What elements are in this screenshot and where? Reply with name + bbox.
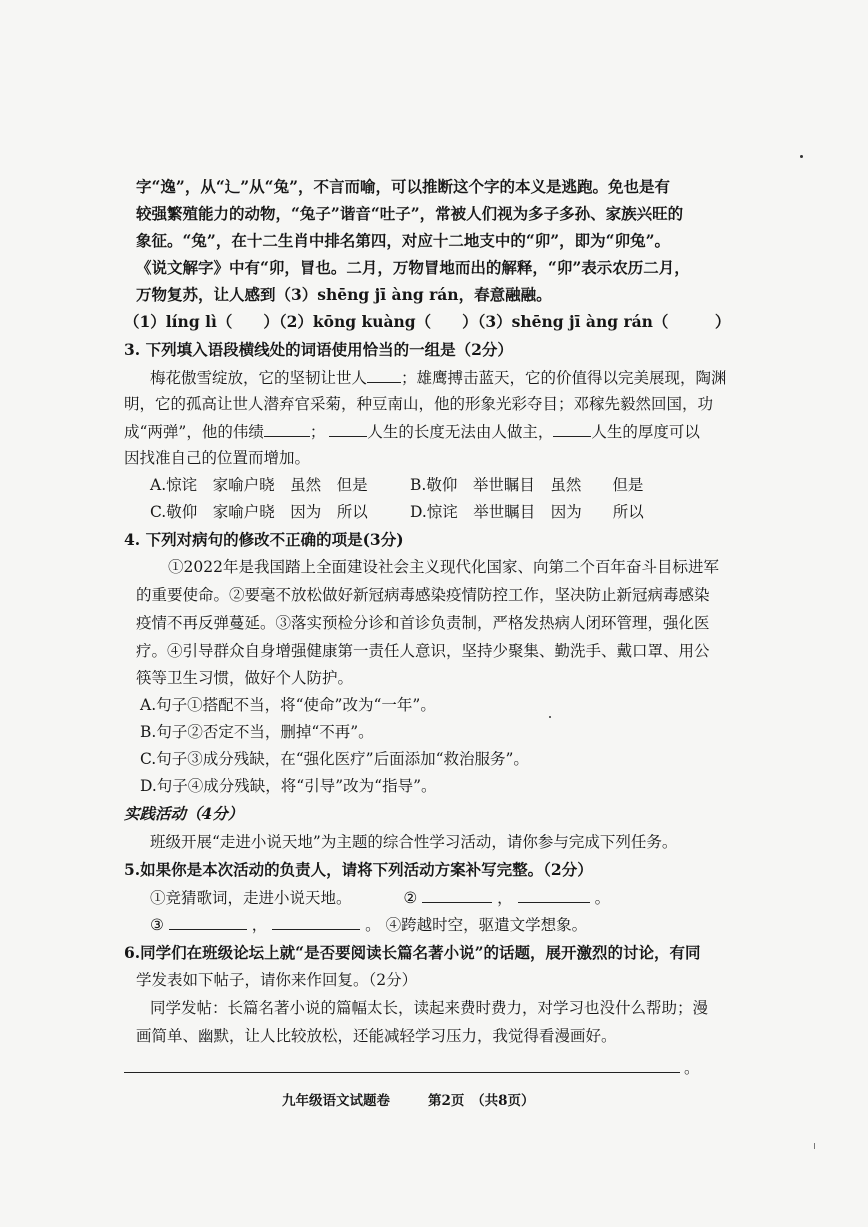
q4-sentence-line-4: 疗。④引导群众自身增强健康第一责任人意识，坚持少聚集、勤洗手、戴口罩、用公 [136, 642, 710, 660]
q3-option-a[interactable]: A.惊诧 家喻户晓 虽然 但是 [150, 476, 368, 494]
q5-period-2: 。 [365, 916, 381, 934]
q3-text-1b: ；雄鹰搏击蓝天，它的价值得以完美展现，陶渊 [401, 369, 727, 387]
q5-comma-1: ， [497, 889, 513, 907]
passage-line-2: 较强繁殖能力的动物，“兔子”谐音“吐子”，常被人们视为多子多孙、家族兴旺的 [136, 204, 684, 223]
scan-speck [800, 155, 803, 158]
q3-text-1a: 梅花傲雪绽放，它的坚韧让世人 [150, 369, 368, 387]
q5-item-1: ①竞猜歌词，走进小说天地。 [150, 889, 352, 907]
q4-sentence-line-3: 疫情不再反弹蔓延。③落实预检分诊和首诊负责制，严格发热病人闭环管理，强化医 [136, 614, 710, 632]
q6-post-line-2: 画简单、幽默，让人比较放松，还能减轻学习压力，我觉得看漫画好。 [136, 1027, 617, 1045]
q5-title: 5.如果你是本次活动的负责人，请将下列活动方案补写完整。（2分） [124, 860, 593, 879]
q4-sentence-line-5: 筷等卫生习惯，做好个人防护。 [136, 669, 354, 687]
q3-option-c[interactable]: C.敬仰 家喻户晓 因为 所以 [150, 503, 368, 521]
scan-speck [549, 716, 551, 718]
passage-line-5: 万物复苏，让人感到（3）shēng jī àng rán，春意融融。 [136, 285, 552, 304]
practice-intro: 班级开展“走进小说天地”为主题的综合性学习活动，请你参与完成下列任务。 [150, 833, 678, 851]
q6-post-line-1: 同学发帖：长篇名著小说的篇幅太长，读起来费时费力，对学习也没什么帮助；漫 [150, 999, 709, 1017]
q3-para-line-4: 因找准自己的位置而增加。 [124, 449, 311, 467]
q5-blank-3a[interactable] [169, 914, 247, 930]
q3-para-line-3 [124, 421, 700, 442]
footer-exam-title: 九年级语文试题卷 [282, 1093, 390, 1109]
q5-item-4: ④跨越时空，驱遣文学想象。 [385, 916, 588, 934]
footer-page-number: 第2页 （共8页） [428, 1093, 535, 1109]
q4-option-d[interactable]: D.句子④成分残缺，将“引导”改为“指导”。 [140, 777, 437, 795]
pinyin-answer-row: （1）líng lì（ ）（2）kōng kuàng（ ）（3）shēng jī àng rán（ ） [124, 312, 731, 331]
q5-item-2-label: ② [403, 889, 418, 907]
q4-title: 4. 下列对病句的修改不正确的项是(3分) [124, 530, 404, 549]
passage-line-3: 象征。“兔”，在十二生肖中排名第四，对应十二地支中的“卯”，即为“卯兔”。 [136, 231, 670, 250]
q3-text-3c: 人生的长度无法由人做主， [367, 423, 554, 441]
q4-option-a[interactable]: A.句子①搭配不当，将“使命”改为“一年”。 [140, 696, 436, 714]
q5-blank-2b[interactable] [518, 887, 590, 903]
q3-blank-3[interactable] [329, 421, 367, 437]
passage-line-4: 《说文解字》中有“卯，冒也。二月，万物冒地而出的解释，“卯”表示农历二月， [136, 258, 690, 277]
q3-text-3d: 人生的厚度可以 [591, 423, 700, 441]
q4-option-b[interactable]: B.句子②否定不当，删掉“不再”。 [140, 723, 374, 741]
q6-answer-line[interactable] [124, 1072, 680, 1073]
q3-para-line-1 [150, 367, 727, 388]
q4-option-c[interactable]: C.句子③成分残缺，在“强化医疗”后面添加“救治服务”。 [140, 750, 529, 768]
passage-line-1: 字“逸”，从“辶”从“兔”，不言而喻，可以推断这个字的本义是逃跑。免也是有 [136, 177, 670, 196]
q5-comma-2: ， [251, 916, 268, 934]
q6-title-line-2: 学发表如下帖子，请你来作回复。（2分） [136, 971, 418, 989]
q3-text-3b: ； [309, 423, 326, 441]
practice-heading: 实践活动（4分） [124, 804, 244, 823]
q6-title-line-1: 6.同学们在班级论坛上就“是否要阅读长篇名著小说”的话题，展开激烈的讨论，有同 [124, 943, 701, 962]
q4-sentence-line-2: 的重要使命。②要毫不放松做好新冠病毒感染疫情防控工作，坚决防止新冠病毒感染 [136, 586, 710, 604]
q5-plan-line-2 [150, 914, 587, 935]
q3-option-d[interactable]: D.惊诧 举世瞩目 因为 所以 [410, 503, 644, 521]
q5-blank-3b[interactable] [272, 914, 360, 930]
q5-period-1: 。 [594, 889, 611, 907]
q3-title: 3. 下列填入语段横线处的词语使用恰当的一组是（2分） [124, 340, 513, 359]
q3-text-3a: 成“两弹”，他的伟绩 [124, 423, 264, 441]
q3-blank-4[interactable] [553, 421, 591, 437]
q5-plan-line-1 [150, 887, 610, 908]
q4-sentence-line-1: ①2022年是我国踏上全面建设社会主义现代化国家、向第二个百年奋斗目标进军 [168, 558, 719, 576]
q3-blank-2[interactable] [264, 421, 310, 437]
scan-mark [814, 1143, 815, 1149]
q5-item-3-label: ③ [150, 916, 164, 934]
q3-option-b[interactable]: B.敬仰 举世瞩目 虽然 但是 [410, 476, 644, 494]
q5-blank-2a[interactable] [422, 887, 492, 903]
q3-blank-1[interactable] [367, 367, 401, 383]
q6-answer-period: 。 [684, 1059, 700, 1077]
q3-para-line-2: 明，它的孤高让世人潜弃官采菊，种豆南山，他的形象光彩夺目；邓稼先毅然回国，功 [124, 395, 714, 413]
